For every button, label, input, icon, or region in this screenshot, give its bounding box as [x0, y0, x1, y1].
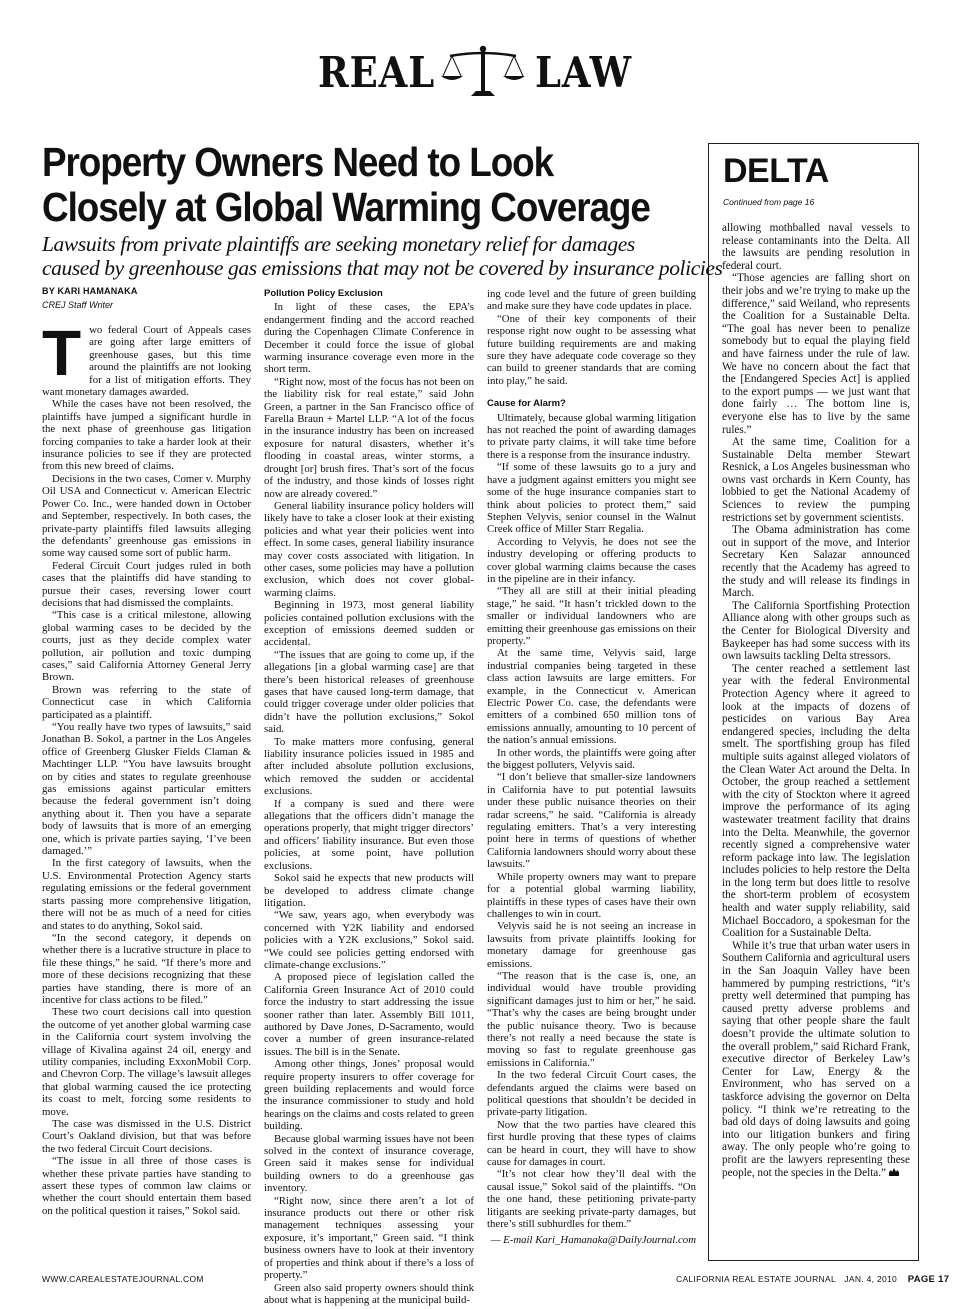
deck [42, 232, 723, 280]
paragraph: The case was dismissed in the U.S. District Court’s Oakland division, but that was before the two federal Circuit Court decisions. [42, 1118, 251, 1155]
paragraph: Sokol said he expects that new products will be developed to address climate change litigation. [264, 872, 474, 909]
paragraph: A proposed piece of legislation called the California Green Insurance Act of 2010 could force the industry to start addressing the issue sooner rather than later. Assembly Bill 1011, authored by Dave Jones, D-Sacramento, would cover a number of green insurance-related issues. The bill is in the Senate. [264, 971, 474, 1058]
drop-cap: T [42, 317, 82, 389]
author-email: — E-mail Kari_Hamanaka@DailyJournal.com [490, 1234, 696, 1247]
lead-text: wo federal Court of Appeals cases are going after large emitters of greenhouse gases, but this time around the plaintiffs are not looking for a list of mitigation efforts. They want monetary damages awarded. [42, 324, 251, 399]
paragraph: In other words, the plaintiffs were going after the biggest polluters, Velyvis said. [487, 746, 696, 772]
paragraph: “One of their key components of their response right now ought to be assessing what future building requirements are and making sure they have adequate code coverage so they can build to greener standards that are coming into play,” he said. [487, 312, 696, 387]
paragraph: “Right now, most of the focus has not been on the liability risk for real estate,” said John Green, a partner in the San Francisco office of Farella Braun + Martel LLP. “A lot of the focus in the insurance industry has been on increased exposure for natural disasters, whether it’s flooding in coastal areas, winter storms, a drought [or] brush fires. That’s sort of the focus of the industry, and those kinds of losses right now are already covered.” [264, 375, 474, 500]
paragraph: Among other things, Jones’ proposal would require property insurers to offer coverage for green building replacements and would force the insurance commissioner to study and hold hearings on the claims and costs related to green building. [264, 1058, 474, 1133]
paragraph: “The issues that are going to come up, if the allegations [in a global warming case] are that there’s been historical releases of greenhouse gases that have caused long-term damage, that could trigger coverage under older policies that didn’t have the pollution exclusions,” Sokol said. [264, 648, 474, 736]
continued-from-note: Continued from page 16 [723, 197, 815, 207]
paragraph: “This case is a critical milestone, allowing global warming cases to be decided by the courts, just as they decide complex water pollution, air pollution and toxic dumping cases,” said California Attorney General Jerry Brown. [42, 609, 251, 684]
masthead [0, 42, 960, 102]
paragraph: While the cases have not been resolved, the plaintiffs have jumped a significant hurdle in the next phase of greenhouse gas litigation forcing companies to take a harder look at their insurance policies to see if they are protected from this new breed of claims. [42, 398, 251, 473]
paragraph: allowing mothballed naval vessels to release contaminants into the Delta. All the lawsuits are pending resolution in federal court. [722, 222, 910, 272]
paragraph: Ultimately, because global warming litigation has not reached the point of awarding damages to private party claims, it will take time before there is a response from the insurance industry. [487, 411, 696, 461]
paragraph: According to Velyvis, he does not see the industry developing or offering products to cover global warming claims because the cases in the pipeline are in their infancy. [487, 535, 696, 585]
paragraph: While property owners may want to prepare for a potential global warming liability, plaintiffs in these types of cases have their own challenges to win in court. [487, 870, 696, 920]
paragraph: “We saw, years ago, when everybody was concerned with Y2K liability and endorsed policies with a Y2K exclusions,” Sokol said. “We could see policies getting endorsed with climate-change exclusions.” [264, 909, 474, 971]
article-column-3 [487, 288, 696, 1247]
paragraph: “You really have two types of lawsuits,” said Jonathan B. Sokol, a partner in the Los Angeles office of Greenberg Glusker Fields Claman & Machtinger LLP. “You have lawsuits brought on by cities and states to regulate greenhouse gas emissions against particular emitters because the federal government isn’t doing anything about it. Then you have a separate body of lawsuits that is more of an emerging one, which is private parties saying, ‘I’ve been damaged.’” [42, 721, 251, 858]
headline [42, 139, 650, 230]
paragraph: These two court decisions call into question the outcome of yet another global warming case in the California court system involving the village of Kivalina against 24 oil, energy and utility companies, including ExxonMobil Corp. and Chevron Corp. The village’s lawsuit alleges that global warming caused the ice protecting its coast to melt, forcing some residents to move. [42, 1006, 251, 1118]
headline-line-2: Closely at Global Warming Coverage [42, 184, 650, 230]
scales-of-justice-icon [438, 42, 528, 102]
headline-line-1: Property Owners Need to Look [42, 139, 554, 185]
footer-date: JAN. 4, 2010 [844, 1274, 898, 1284]
byline: BY KARI HAMANAKA [42, 286, 138, 296]
paragraph: Because global warming issues have not been solved in the context of insurance coverage, Green said it makes sense for individual building owners to do a greenhouse gas inventory. [264, 1132, 474, 1195]
paragraph: General liability insurance policy holders will likely have to take a closer look at their existing policies and what year their policies went into effect. In some cases, general liability insurance may cover costs associated with litigation. In other cases, some policies may have a pollution exclusion, which does not cover global-warming claims. [264, 499, 474, 599]
footer-info [676, 1274, 949, 1285]
paragraph: Green also said property owners should think about what is happening at the municipal build- [264, 1281, 474, 1306]
paragraph: “I don’t believe that smaller-size landowners in California have to put potential lawsuits under these public nuisance theories on their radar screens,” he said. “California is already regulating emitters. That’s a very interesting point here in terms of questions of whether California landowners should worry about these lawsuits.” [487, 771, 696, 871]
paragraph: The Obama administration has come out in support of the move, and Interior Secretary Ken Salazar announced recently that the Academy has agreed to the study and will release its findings in March. [722, 524, 910, 600]
paragraph: At the same time, Velyvis said, large industrial companies being targeted in these class action lawsuits are large emitters. For example, in the Connecticut v. American Electric Power Co. case, the defendants were emitters of a combined 650 million tons of emissions annually, amounting to 10 percent of the nation’s annual emissions. [487, 647, 696, 747]
byline-role: CREJ Staff Writer [42, 300, 114, 310]
paragraph: Federal Circuit Court judges ruled in both cases that the plaintiffs did have standing to pursue their cases, reversing lower court decisions that had dismissed the complaints. [42, 559, 251, 609]
subheading-cause-for-alarm: Cause for Alarm? [487, 398, 566, 410]
lead-paragraph [42, 317, 251, 399]
paragraph-text: While it’s true that urban water users in Southern California and agricultural users in the San Joaquin Valley have been hammered by pumping restrictions, “it’s pretty well determined that pumping has caused pretty adverse problems and saying that other people share the fault doesn’t provide the ultimate solution to the overall problem,” said Richard Frank, executive director of Berkeley Law’s Center for Law, Energy & the Environment, who has served on a taskforce advising the governor on Delta policy. “I think we’re retreating to the bad old days of doing lawsuits and going into our litigation bunkers and firing away. The only people who’re going to profit are the lawyers representing these people, not the species in the Delta.” [722, 939, 910, 1179]
paragraph: In light of these cases, the EPA’s endangerment finding and the accord reached during the Copenhagen Climate Conference in December it could force the issue of global warming insurance coverage even more in the short term. [264, 301, 474, 376]
deck-line-1: Lawsuits from private plaintiffs are seeking monetary relief for damages [42, 232, 635, 256]
article-column-2 [264, 288, 474, 1306]
paragraph: In the two federal Circuit Court cases, the defendants argued the claims were based on political questions that shouldn’t be decided in private-party litigation. [487, 1069, 696, 1119]
paragraph: At the same time, Coalition for a Sustainable Delta member Stewart Resnick, a Los Angeles businessman who owns vast orchards in Kern County, has lobbied to get the National Academy of Sciences to review the pumping restrictions set by government scientists. [722, 436, 910, 524]
end-mark-icon [889, 1168, 899, 1176]
paragraph: “If some of these lawsuits go to a jury and have a judgment against emitters you might see some of the huge insurance companies start to think about policies to protect them,” said Stephen Velyvis, senior counsel in the Walnut Creek office of Miller Starr Regalia. [487, 461, 696, 536]
paragraph: Now that the two parties have cleared this first hurdle proving that these types of claims can be heard in court, they will have to show cause for damages in court. [487, 1118, 696, 1169]
paragraph: If a company is sued and there were allegations that the officers didn’t manage the operations properly, that might trigger directors’ and officers’ liability insurance. But even those policies, at some point, have pollution exclusions. [264, 797, 474, 872]
sidebar-body [722, 222, 910, 1179]
page-number: PAGE 17 [907, 1274, 950, 1285]
paragraph: “In the second category, it depends on whether there is a lucrative structure in place to file these things,” he said. “If there’s more and more of these decisions recognizing that these parties have standing, there is more of an incentive for class actions to be filed.” [42, 931, 251, 1006]
paragraph: “Those agencies are falling short on their jobs and we’re trying to make up the difference,” said Weiland, who represents the Coalition for a Sustainable Delta. “The goal has never been to penalize somebody but to equal the playing field and have fairness under the rule of law. We have no concern about the fact that the [Endangered Species Act] is applied to the export pumps — we just want that done fairly … The bottom line is, everyone else has to live by the same rules.” [722, 272, 910, 436]
paragraph: Velyvis said he is not seeing an increase in lawsuits from private plaintiffs looking for monetary damage for greenhouse gas emissions. [487, 920, 696, 970]
masthead-real: REAL [318, 48, 436, 97]
paragraph: “The issue in all three of those cases is whether these private parties have standing to assert these types of common law claims or whether the court should entertain them based on the political question it raises,” Sokol said. [42, 1155, 251, 1217]
paragraph-last [722, 940, 910, 1179]
footer-publication: CALIFORNIA REAL ESTATE JOURNAL [676, 1274, 836, 1284]
paragraph: The center reached a settlement last year with the federal Environmental Protection Agency where it agreed to look at the impacts of dozens of pesticides on various Bay Area endangered species, including the delta smelt. The sportfishing group has filed multiple suits against alleged violators of the Clean Water Act around the Delta. In October, the group reached a settlement with the city of Stockton where it agreed improve the performance of its aging wastewater treatment facility that drains into the Delta. Meanwhile, the governor recently signed a comprehensive water reform package into law. The legislation includes policies to help restore the Delta in the long term but does little to resolve the short-term problem of ecosystem health and water supply reliability, said Michael Boccadoro, a spokesman for the Coalition for a Sustainable Delta. [722, 662, 910, 940]
footer-website: WWW.CAREALESTATEJOURNAL.COM [42, 1274, 204, 1284]
paragraph: Brown was referring to the state of Connecticut case in which California participated as a plaintiff. [42, 683, 251, 721]
paragraph: “It’s not clear how they’ll deal with the causal issue,” Sokol said of the plaintiffs. “On the one hand, these petitioning private-party litigants are seeking private-party damages, but there’s still subhurdles for them.” [487, 1168, 696, 1231]
deck-line-2: caused by greenhouse gas emissions that may not be covered by insurance policies [42, 256, 723, 280]
masthead-law: LAW [535, 48, 632, 97]
paragraph: In the first category of lawsuits, when the U.S. Environmental Protection Agency starts regulating emissions or the federal government starts passing more comprehensive litigation, there will not be as much of a need for cities and states to do anything, Sokol said. [42, 857, 251, 932]
article-column-1 [42, 317, 251, 1217]
paragraph: “Right now, since there aren’t a lot of insurance products out there or other risk management techniques assessing your exposure, it’s important,” Green said. “I think business owners have to look at their inventory of properties and think about if there’s a loss of property.” [264, 1194, 474, 1282]
paragraph: Beginning in 1973, most general liability policies contained pollution exclusions with the exception of emissions deemed sudden or accidental. [264, 599, 474, 649]
paragraph: To make matters more confusing, general liability insurance policies issued in 1985 and after included absolute pollution exclusions, which removed the sudden or accidental exclusions. [264, 735, 474, 798]
paragraph: “They all are still at their initial pleading stage,” he said. “It hasn’t trickled down to the smaller or individual landowners who are emitting their greenhouse gas emissions on their property.” [487, 585, 696, 647]
paragraph: Decisions in the two cases, Comer v. Murphy Oil USA and Connecticut v. American Electric Power Co. Inc., were handed down in October and September, respectively. In both cases, the private-party plaintiffs filed lawsuits alleging the defendants’ greenhouse gas emissions in some way caused some sort of public harm. [42, 472, 251, 560]
paragraph: “The reason that is the case is, one, an individual would have trouble providing significant damages just to him or her,” he said. “That’s why the cases are being brought under the public nuisance theory. Two is because there’s not really a need because the state is moving so fast to regulate greenhouse gas emissions in California.” [487, 969, 696, 1069]
delta-sidebar [708, 143, 919, 1261]
paragraph: The California Sportfishing Protection Alliance along with other groups such as the Center for Biological Diversity and Baykeeper has had some success with its own lawsuits tackling Delta stressors. [722, 599, 910, 663]
paragraph: ing code level and the future of green building and make sure they have code updates in place. [487, 288, 696, 313]
sidebar-title: DELTA [723, 152, 829, 190]
subheading-pollution-policy-exclusion: Pollution Policy Exclusion [264, 288, 383, 299]
